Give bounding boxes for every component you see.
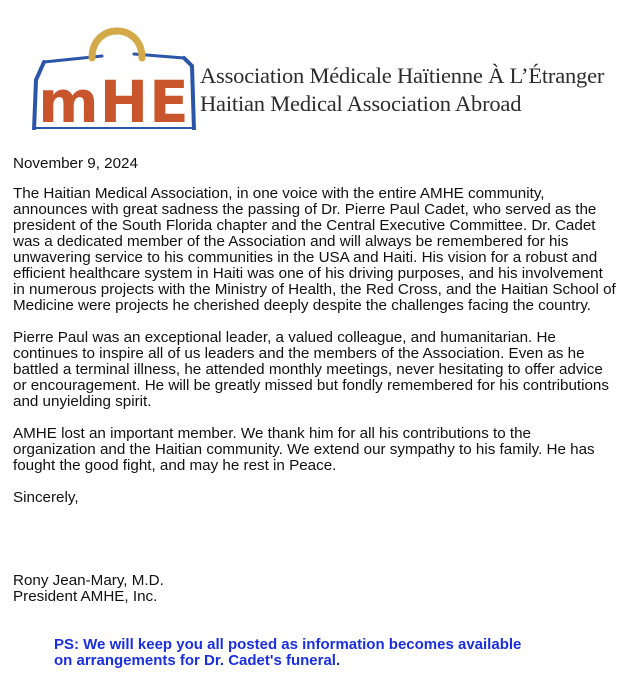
letter-date: November 9, 2024 bbox=[13, 155, 138, 172]
closing: Sincerely, bbox=[13, 489, 79, 506]
organization-name bbox=[200, 62, 604, 118]
postscript-line-2: on arrangements for Dr. Cadet's funeral. bbox=[54, 652, 341, 669]
logo-wordmark: mHE bbox=[38, 68, 190, 130]
amhe-logo bbox=[30, 18, 202, 130]
paragraph-announcement: The Haitian Medical Association, in one voice with the entire AMHE community, announces with great sadness the passing of Dr. Pierre Paul Cadet, who served as the president of the South Florida chapter and the Central Executive Committee. Dr. Cadet was a dedicated member of the Association and will always be remembered for his unwavering service to his communities in the USA and Haiti. His vision for a robust and efficient healthcare system in Haiti was one of his driving purposes, and his involvement in numerous projects with the Ministry of Health, the Red Cross, and the Haitian School of Medicine were projects he cherished deeply despite the challenges facing the country. bbox=[13, 185, 616, 314]
postscript-line-1: PS: We will keep you all posted as information becomes available bbox=[54, 636, 522, 653]
org-name-french: Association Médicale Haïtienne À L’Étranger bbox=[200, 63, 605, 88]
letter-body bbox=[13, 156, 617, 506]
paragraph-tribute: Pierre Paul was an exceptional leader, a valued colleague, and humanitarian. He continues to inspire all of us leaders and the members of the Association. Even as he battled a terminal illness, he attended monthly meetings, never hesitating to offer advice or encouragement. He will be greatly missed but fondly remembered for his contributions and unyielding spirit. bbox=[13, 329, 609, 410]
letterhead bbox=[30, 18, 610, 130]
postscript bbox=[54, 637, 594, 669]
signer-name: Rony Jean-Mary, M.D. bbox=[13, 572, 164, 589]
paragraph-condolences: AMHE lost an important member. We thank him for all his contributions to the organization and the Haitian community. We extend our sympathy to his family. He has fought the good fight, and may he rest in Peace. bbox=[13, 425, 595, 474]
signer-title: President AMHE, Inc. bbox=[13, 588, 158, 605]
signature-block bbox=[13, 573, 164, 605]
org-name-english: Haitian Medical Association Abroad bbox=[200, 91, 522, 116]
